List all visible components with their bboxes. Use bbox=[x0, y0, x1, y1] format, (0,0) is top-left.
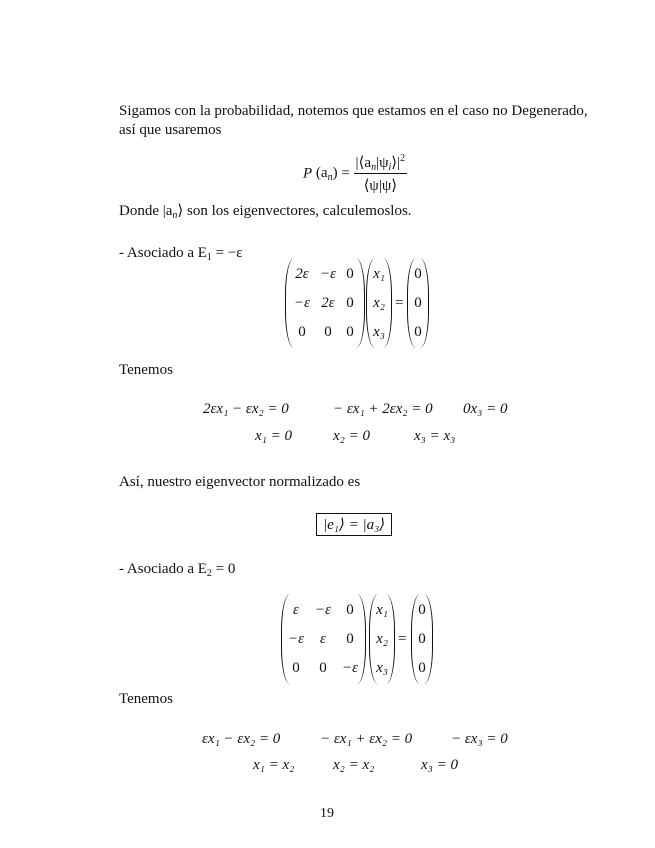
equation: − εx₁ + εx₂ = 0 bbox=[320, 731, 413, 747]
vector-entry: 0 bbox=[414, 324, 422, 340]
asi-line: Así, nuestro eigenvector normalizado es bbox=[119, 474, 361, 490]
vector-rhs-2 bbox=[411, 594, 433, 684]
paragraph-intro-line1: Sigamos con la probabilidad, notemos que estamos en el caso no Degenerado, bbox=[119, 103, 588, 119]
tenemos-2: Tenemos bbox=[119, 691, 173, 707]
prob-lhs: P bbox=[303, 165, 313, 182]
vector-entry: x₃ bbox=[376, 660, 388, 676]
matrix-cell: 0 bbox=[292, 660, 300, 676]
equation: − εx₁ + 2εx₂ = 0 bbox=[333, 401, 433, 417]
vector-x-1 bbox=[366, 258, 392, 348]
matrix-cell: −ε bbox=[293, 295, 311, 311]
equation: x₁ = x₂ bbox=[253, 757, 295, 773]
paragraph-intro-line2: así que usaremos bbox=[119, 122, 222, 138]
equation: εx₁ − εx₂ = 0 bbox=[202, 731, 281, 747]
vector-entry: x₃ bbox=[373, 324, 385, 340]
equation: − εx₃ = 0 bbox=[451, 731, 508, 747]
vector-entry: x₂ bbox=[373, 295, 385, 311]
prob-fraction bbox=[354, 153, 408, 195]
boxed-eigenvector-e1: |e₁⟩ = |a₃⟩ bbox=[316, 513, 392, 536]
matrix-cell: −ε bbox=[314, 602, 332, 618]
matrix-cell: 0 bbox=[346, 602, 354, 618]
prob-numerator: $|⟨a_n|\psi_i⟩|^2$ bbox=[355, 153, 406, 173]
vector-rhs-1 bbox=[407, 258, 429, 348]
equation: x₁ = 0 bbox=[255, 428, 292, 444]
matrix-equals: = bbox=[395, 295, 404, 311]
vector-x-2 bbox=[369, 594, 395, 684]
matrix-cell: ε bbox=[320, 631, 326, 647]
matrix-cell: 0 bbox=[324, 324, 332, 340]
matrix-cell: 0 bbox=[319, 660, 327, 676]
matrix-cell: 2ε bbox=[321, 295, 335, 311]
prob-equals: = bbox=[341, 165, 350, 182]
vector-entry: 0 bbox=[418, 631, 426, 647]
matrix-cell: 0 bbox=[346, 266, 354, 282]
associated-e2-heading: - Asociado a $E_2 = 0$ bbox=[119, 561, 236, 579]
vector-entry: x₁ bbox=[373, 266, 385, 282]
equation: x₃ = 0 bbox=[421, 757, 458, 773]
prob-denominator: ⟨ψ|ψ⟩ bbox=[363, 178, 398, 194]
vector-entry: 0 bbox=[418, 660, 426, 676]
equation: 2εx₁ − εx₂ = 0 bbox=[203, 401, 289, 417]
vector-entry: x₁ bbox=[376, 602, 388, 618]
prob-arg: $(a_n)$ bbox=[315, 165, 338, 184]
equation: x₂ = x₂ bbox=[333, 757, 375, 773]
matrix-cell: 0 bbox=[346, 324, 354, 340]
associated-e1-heading: - Asociado a $E_1 = -\varepsilon$ bbox=[119, 245, 243, 263]
matrix-cell: −ε bbox=[319, 266, 337, 282]
tenemos-1: Tenemos bbox=[119, 362, 173, 378]
page-number: 19 bbox=[320, 806, 334, 821]
vector-entry: x₂ bbox=[376, 631, 388, 647]
matrix-cell: −ε bbox=[287, 631, 305, 647]
equation: 0x₃ = 0 bbox=[463, 401, 508, 417]
vector-entry: 0 bbox=[414, 266, 422, 282]
matrix-cell: ε bbox=[293, 602, 299, 618]
vector-entry: 0 bbox=[414, 295, 422, 311]
matrix-cell: 0 bbox=[346, 631, 354, 647]
matrix-1 bbox=[285, 258, 365, 348]
matrix-cell: 0 bbox=[298, 324, 306, 340]
equation: x₃ = x₃ bbox=[414, 428, 456, 444]
equation: x₂ = 0 bbox=[333, 428, 370, 444]
vector-entry: 0 bbox=[418, 602, 426, 618]
matrix-2 bbox=[281, 594, 366, 684]
matrix-cell: −ε bbox=[341, 660, 359, 676]
matrix-equals: = bbox=[398, 631, 407, 647]
donde-line: Donde $|a_n⟩$ son los eigenvectores, calculemoslos. bbox=[119, 203, 412, 221]
probability-formula bbox=[303, 153, 407, 195]
matrix-cell: 2ε bbox=[295, 266, 309, 282]
matrix-cell: 0 bbox=[346, 295, 354, 311]
